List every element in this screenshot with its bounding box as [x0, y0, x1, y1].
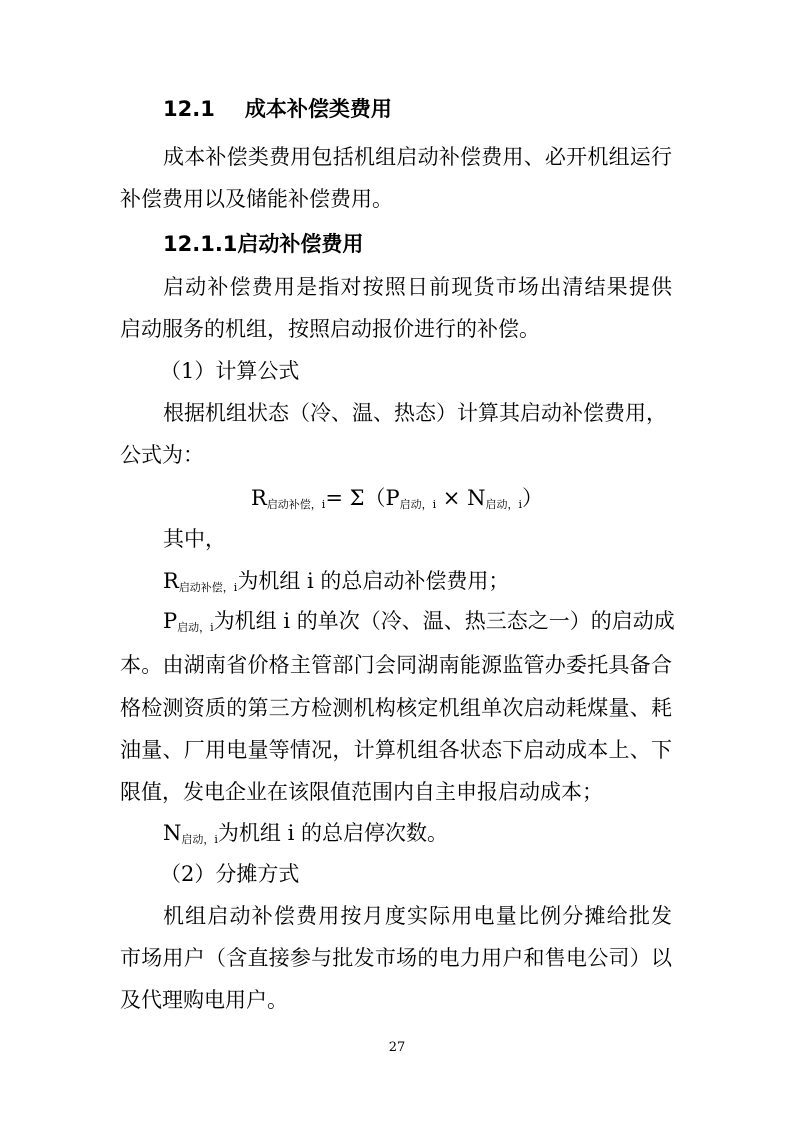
definition-line-1: 启动补偿费用是指对按照日前现货市场出清结果提供	[163, 275, 672, 299]
where-label: 其中，	[163, 527, 226, 551]
section-heading	[163, 94, 392, 124]
definition-p-line-2: 本。由湖南省价格主管部门会同湖南能源监管办委托具备合	[120, 653, 672, 677]
compensation-formula: $R_{启动补偿,i}= \Sigma(P_{启动,i} \times N_{启动,i})$	[251, 486, 543, 511]
definition-line-2: 启动服务的机组，按照启动报价进行的补偿。	[120, 317, 540, 341]
calc-intro-line-2: 公式为：	[120, 443, 204, 467]
calc-intro-line-1: 根据机组状态（冷、温、热态）计算其启动补偿费用，	[163, 401, 667, 425]
definition-p-line-1: $P_{启动,i}$为机组 i 的单次（冷、温、热三态之一）的启动成	[163, 609, 675, 634]
allocation-line-2: 市场用户（含直接参与批发市场的电力用户和售电公司）以	[120, 946, 672, 970]
intro-line-2: 补偿费用以及储能补偿费用。	[120, 187, 393, 211]
subsection-heading: 12.1.1启动补偿费用	[163, 232, 364, 256]
allocation-line-1: 机组启动补偿费用按月度实际用电量比例分摊给批发	[163, 904, 672, 928]
allocation-heading: （2）分摊方式	[160, 862, 300, 886]
definition-p-line-3: 格检测资质的第三方检测机构核定机组单次启动耗煤量、耗	[120, 696, 672, 720]
definition-r: $R_{启动补偿,i}$为机组 i 的总启动补偿费用；	[163, 569, 510, 594]
section-title: 成本补偿类费用	[244, 97, 392, 121]
intro-line-1: 成本补偿类费用包括机组启动补偿费用、必开机组运行	[163, 145, 672, 169]
allocation-line-3: 及代理购电用户。	[120, 988, 288, 1012]
definition-p-line-4: 油量、厂用电量等情况，计算机组各状态下启动成本上、下	[120, 738, 672, 762]
page-number: 27	[388, 1040, 406, 1055]
section-number: 12.1	[163, 97, 215, 121]
calc-formula-heading: （1）计算公式	[160, 359, 300, 383]
definition-n: $N_{启动,i}$为机组 i 的总启停次数。	[163, 821, 448, 846]
definition-p-line-5: 限值，发电企业在该限值范围内自主申报启动成本；	[120, 780, 603, 804]
